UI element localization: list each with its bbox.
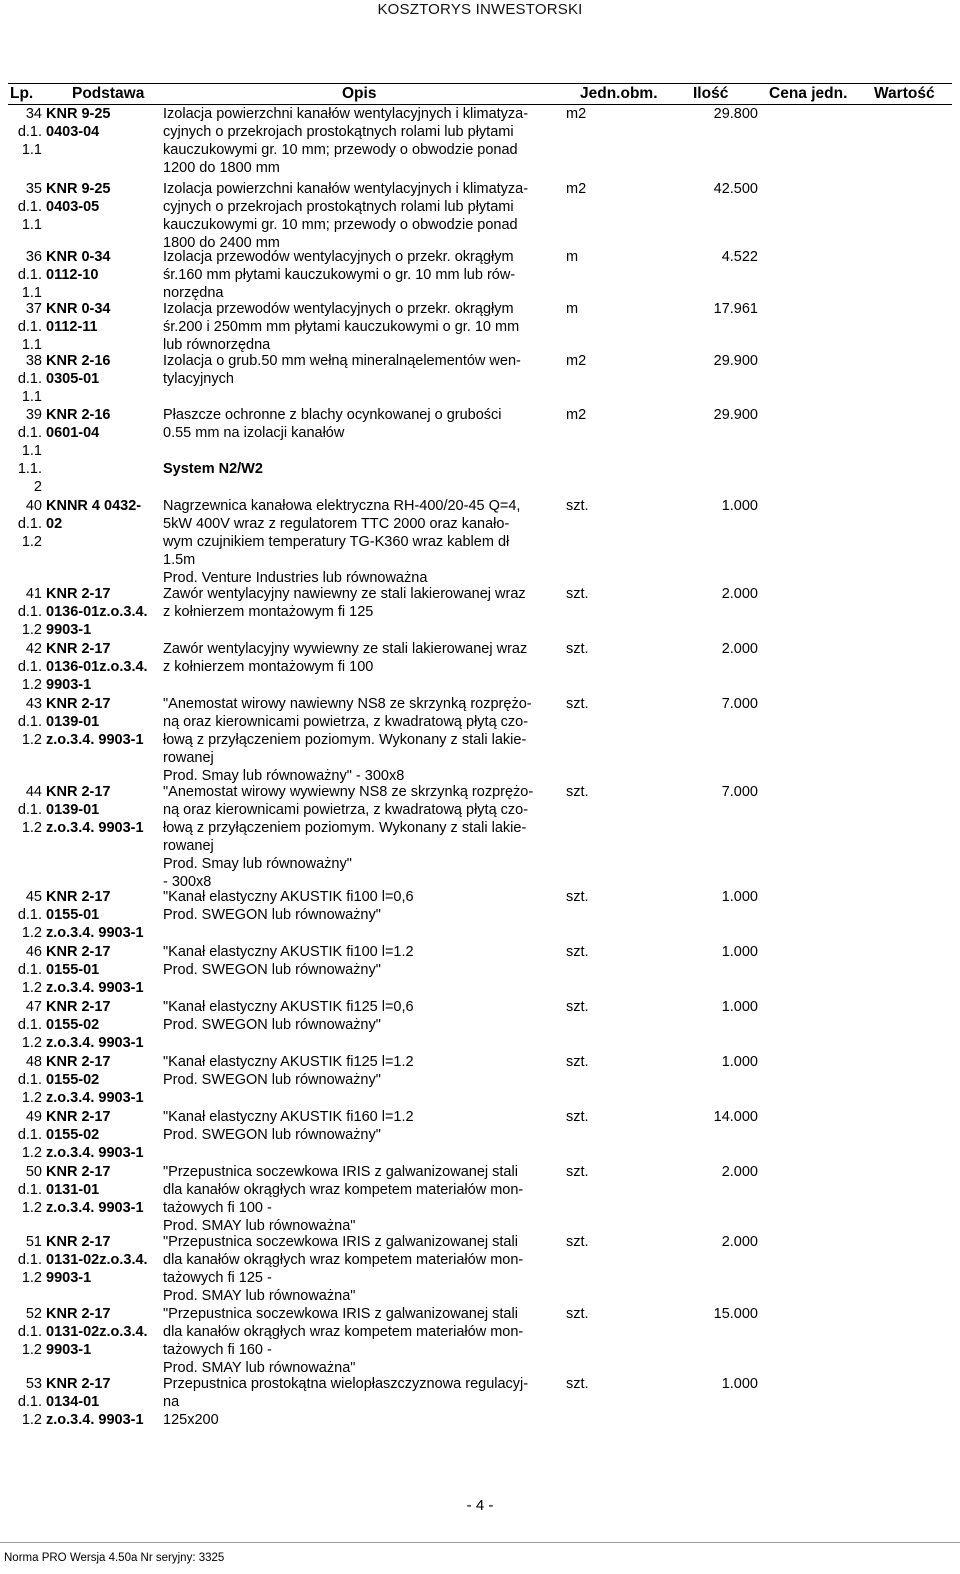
unit-cell: m2: [566, 181, 587, 197]
base-line: KNR 2-17: [46, 696, 111, 712]
unit-cell: szt.: [566, 1054, 589, 1070]
desc-line: "Anemostat wirowy nawiewny NS8 ze skrzynką rozprężo-: [163, 696, 532, 712]
lp-line: d.1.: [17, 1017, 42, 1033]
desc-line: łową z przyłączeniem poziomym. Wykonany z stali lakie-: [163, 732, 527, 748]
lp-cell: [8, 1305, 42, 1359]
lp-line: d.1.: [17, 1072, 42, 1088]
unit-cell: m2: [566, 353, 587, 369]
lp-line: 44: [25, 784, 42, 800]
base-cell: [46, 1053, 170, 1107]
desc-cell: [163, 783, 573, 891]
qty-cell: 4.522: [721, 249, 758, 265]
desc-line: tylacyjnych: [163, 371, 234, 387]
base-line: 0112-11: [46, 319, 98, 335]
unit-cell: szt.: [566, 1234, 589, 1250]
desc-line: "Przepustnica soczewkowa IRIS z galwanizowanej stali: [163, 1234, 518, 1250]
desc-line: norzędna: [163, 285, 224, 301]
lp-line: 41: [25, 586, 42, 602]
qty-cell: 42.500: [713, 181, 758, 197]
base-line: 0136-01z.o.3.4.: [46, 604, 148, 620]
lp-line: 1.1: [21, 285, 42, 301]
unit-cell: szt.: [566, 641, 589, 657]
desc-cell: [163, 180, 573, 252]
footer-text: Norma PRO Wersja 4.50a Nr seryjny: 3325: [4, 1552, 225, 1564]
qty-cell: 1.000: [721, 1054, 758, 1070]
desc-cell: [163, 695, 573, 785]
col-unit: Jedn.obm.: [580, 85, 658, 102]
desc-cell: [163, 300, 573, 354]
lp-line: 1.2: [21, 622, 42, 638]
unit-cell: m2: [566, 407, 587, 423]
base-cell: [46, 998, 170, 1052]
qty-cell: 1.000: [721, 1376, 758, 1392]
qty-cell: 29.900: [713, 407, 758, 423]
desc-cell: [163, 888, 573, 924]
lp-line: d.1.: [17, 714, 42, 730]
lp-line: 53: [25, 1376, 42, 1392]
base-line: 0112-10: [46, 267, 99, 283]
qty-cell: 2.000: [721, 586, 758, 602]
desc-line: "Kanał elastyczny AKUSTIK fi100 l=1.2: [163, 944, 414, 960]
base-line: 9903-1: [46, 1342, 92, 1358]
base-line: KNR 2-17: [46, 944, 111, 960]
desc-line: tażowych fi 160 -: [163, 1342, 272, 1358]
lp-line: d.1.: [17, 124, 42, 140]
lp-line: 43: [25, 696, 42, 712]
base-cell: [46, 1305, 170, 1359]
base-line: KNR 2-17: [46, 889, 111, 905]
page-number: - 4 -: [466, 1497, 494, 1514]
lp-line: d.1.: [17, 1252, 42, 1268]
col-lp: Lp.: [10, 85, 34, 102]
base-line: KNR 2-16: [46, 353, 111, 369]
base-line: 0155-02: [46, 1072, 100, 1088]
lp-cell: [8, 585, 42, 639]
table-header: [8, 83, 952, 105]
base-line: 0155-01: [46, 962, 100, 978]
lp-line: d.1.: [17, 371, 42, 387]
desc-cell: [163, 406, 573, 442]
lp-line: 45: [25, 889, 42, 905]
unit-cell: m: [566, 301, 579, 317]
base-line: 0139-01: [46, 714, 100, 730]
unit-cell: m2: [566, 106, 587, 122]
lp-line: 1.1: [21, 389, 42, 405]
desc-cell: [163, 585, 573, 621]
lp-cell: [8, 998, 42, 1052]
lp-line: 48: [25, 1054, 42, 1070]
base-cell: [46, 640, 170, 694]
desc-cell: [163, 352, 573, 388]
desc-cell: [163, 1233, 573, 1305]
desc-line: 5kW 400V wraz z regulatorem TTC 2000 oraz kanało-: [163, 516, 510, 532]
desc-cell: [163, 105, 573, 177]
lp-line: 1.2: [21, 677, 42, 693]
base-line: KNR 0-34: [46, 249, 111, 265]
lp-line: d.1.: [17, 516, 42, 532]
desc-line: ną oraz kierownicami powietrza, z kwadratową płytą czo-: [163, 802, 529, 818]
base-cell: [46, 695, 170, 749]
desc-cell: [163, 1305, 573, 1377]
desc-line: "Kanał elastyczny AKUSTIK fi125 l=0,6: [163, 999, 414, 1015]
desc-cell: [163, 1053, 573, 1089]
lp-cell: [8, 105, 42, 159]
lp-cell: [8, 783, 42, 837]
base-line: 0155-02: [46, 1127, 100, 1143]
desc-cell: [163, 460, 573, 478]
lp-cell: [8, 406, 42, 460]
desc-line: Zawór wentylacyjny nawiewny ze stali lakierowanej wraz: [163, 586, 526, 602]
base-cell: [46, 497, 170, 533]
lp-line: d.1.: [17, 199, 42, 215]
col-price: Cena jedn.: [769, 85, 848, 102]
base-line: z.o.3.4. 9903-1: [46, 820, 144, 836]
base-cell: [46, 783, 170, 837]
base-cell: [46, 105, 170, 141]
desc-line: "Przepustnica soczewkowa IRIS z galwanizowanej stali: [163, 1306, 518, 1322]
desc-line: tażowych fi 100 -: [163, 1200, 272, 1216]
desc-line: kauczukowymi gr. 10 mm; przewody o obwodzie ponad: [163, 142, 518, 158]
base-line: z.o.3.4. 9903-1: [46, 1090, 144, 1106]
col-desc: Opis: [342, 85, 377, 102]
document-title: KOSZTORYS INWESTORSKI: [377, 1, 583, 18]
lp-line: d.1.: [17, 1182, 42, 1198]
lp-line: 38: [25, 353, 42, 369]
lp-line: 1.1: [21, 337, 42, 353]
base-line: KNR 2-17: [46, 999, 111, 1015]
base-cell: [46, 300, 170, 336]
desc-line: z kołnierzem montażowym fi 125: [163, 604, 374, 620]
desc-line: 1200 do 1800 mm: [163, 160, 280, 176]
desc-line: Prod. SWEGON lub równoważny": [163, 962, 381, 978]
lp-cell: [8, 180, 42, 234]
desc-line: wym czujnikiem temperatury TG-K360 wraz kablem dł: [163, 534, 510, 550]
base-cell: [46, 943, 170, 997]
lp-cell: [8, 1108, 42, 1162]
col-value: Wartość: [874, 85, 935, 102]
lp-line: 1.1.: [17, 461, 42, 477]
desc-line: Przepustnica prostokątna wielopłaszczyznowa regulacyj-: [163, 1376, 529, 1392]
lp-cell: [8, 1163, 42, 1217]
desc-line: dla kanałów okrągłych wraz kompetem materiałów mon-: [163, 1324, 524, 1340]
desc-line: 125x200: [163, 1412, 219, 1428]
desc-line: Prod. SWEGON lub równoważny": [163, 907, 381, 923]
desc-line: kauczukowymi gr. 10 mm; przewody o obwodzie ponad: [163, 217, 518, 233]
base-line: z.o.3.4. 9903-1: [46, 1412, 144, 1428]
unit-cell: szt.: [566, 1306, 589, 1322]
lp-line: 42: [25, 641, 42, 657]
qty-cell: 1.000: [721, 944, 758, 960]
qty-cell: 29.900: [713, 353, 758, 369]
lp-line: 35: [25, 181, 42, 197]
desc-line: ną oraz kierownicami powietrza, z kwadratową płytą czo-: [163, 714, 529, 730]
base-line: z.o.3.4. 9903-1: [46, 1035, 144, 1051]
qty-cell: 2.000: [721, 641, 758, 657]
lp-cell: [8, 460, 42, 496]
lp-line: 1.2: [21, 534, 42, 550]
desc-line: "Kanał elastyczny AKUSTIK fi160 l=1.2: [163, 1109, 414, 1125]
unit-cell: szt.: [566, 889, 589, 905]
desc-line: na: [163, 1394, 180, 1410]
base-line: 0139-01: [46, 802, 100, 818]
col-qty: Ilość: [693, 85, 729, 102]
lp-line: d.1.: [17, 659, 42, 675]
col-base: Podstawa: [72, 85, 145, 102]
base-line: KNR 2-17: [46, 1109, 111, 1125]
base-line: 0131-01: [46, 1182, 100, 1198]
base-line: KNR 2-17: [46, 784, 111, 800]
desc-line: "Przepustnica soczewkowa IRIS z galwanizowanej stali: [163, 1164, 518, 1180]
desc-line: Prod. SWEGON lub równoważny": [163, 1127, 381, 1143]
lp-line: 1.2: [21, 1035, 42, 1051]
lp-line: 1.2: [21, 732, 42, 748]
desc-line: rowanej: [163, 838, 214, 854]
qty-cell: 15.000: [713, 1306, 758, 1322]
qty-cell: 7.000: [721, 784, 758, 800]
base-line: 0131-02z.o.3.4.: [46, 1324, 148, 1340]
base-line: 0601-04: [46, 425, 100, 441]
lp-line: 36: [25, 249, 42, 265]
lp-line: d.1.: [17, 1324, 42, 1340]
lp-line: 1.1: [21, 217, 42, 233]
qty-cell: 7.000: [721, 696, 758, 712]
desc-line: "Anemostat wirowy wywiewny NS8 ze skrzynką rozprężo-: [163, 784, 534, 800]
lp-line: 1.2: [21, 1342, 42, 1358]
base-cell: [46, 888, 170, 942]
lp-line: d.1.: [17, 962, 42, 978]
base-line: 0403-05: [46, 199, 100, 215]
desc-line: Prod. SWEGON lub równoważny": [163, 1072, 381, 1088]
desc-line: "Kanał elastyczny AKUSTIK fi125 l=1.2: [163, 1054, 414, 1070]
lp-cell: [8, 352, 42, 406]
desc-line: System N2/W2: [163, 461, 263, 477]
desc-line: "Kanał elastyczny AKUSTIK fi100 l=0,6: [163, 889, 414, 905]
lp-line: d.1.: [17, 802, 42, 818]
lp-line: 34: [25, 106, 42, 122]
lp-line: 1.2: [21, 925, 42, 941]
qty-cell: 2.000: [721, 1164, 758, 1180]
base-line: 02: [46, 516, 63, 532]
lp-line: d.1.: [17, 907, 42, 923]
lp-line: 49: [25, 1109, 42, 1125]
base-line: KNR 9-25: [46, 106, 111, 122]
lp-line: 1.2: [21, 1090, 42, 1106]
unit-cell: szt.: [566, 696, 589, 712]
lp-line: 47: [25, 999, 42, 1015]
lp-line: 1.1: [21, 142, 42, 158]
desc-line: Izolacja powierzchni kanałów wentylacyjnych i klimatyza-: [163, 106, 529, 122]
lp-cell: [8, 888, 42, 942]
base-cell: [46, 1108, 170, 1162]
base-line: z.o.3.4. 9903-1: [46, 925, 144, 941]
base-line: 0136-01z.o.3.4.: [46, 659, 148, 675]
lp-cell: [8, 1375, 42, 1429]
desc-line: Prod. SWEGON lub równoważny": [163, 1017, 381, 1033]
base-line: KNR 2-17: [46, 586, 111, 602]
qty-cell: 1.000: [721, 498, 758, 514]
desc-line: Prod. SMAY lub równoważna": [163, 1360, 356, 1376]
lp-line: d.1.: [17, 604, 42, 620]
lp-cell: [8, 300, 42, 354]
lp-line: 2: [33, 479, 42, 495]
desc-cell: [163, 640, 573, 676]
desc-line: Izolacja powierzchni kanałów wentylacyjnych i klimatyza-: [163, 181, 529, 197]
desc-line: Prod. Venture Industries lub równoważna: [163, 570, 428, 586]
lp-line: d.1.: [17, 1127, 42, 1143]
desc-cell: [163, 1163, 573, 1235]
lp-line: 50: [25, 1164, 42, 1180]
unit-cell: szt.: [566, 498, 589, 514]
desc-line: 1.5m: [163, 552, 196, 568]
lp-line: 1.2: [21, 820, 42, 836]
qty-cell: 2.000: [721, 1234, 758, 1250]
base-line: KNR 2-16: [46, 407, 111, 423]
desc-line: tażowych fi 125 -: [163, 1270, 272, 1286]
base-line: 0131-02z.o.3.4.: [46, 1252, 148, 1268]
qty-cell: 14.000: [713, 1109, 758, 1125]
lp-line: d.1.: [17, 267, 42, 283]
lp-line: 40: [25, 498, 42, 514]
base-cell: [46, 1233, 170, 1287]
desc-line: Izolacja przewodów wentylacyjnych o przekr. okrągłym: [163, 249, 514, 265]
lp-line: 1.2: [21, 980, 42, 996]
lp-line: d.1.: [17, 1394, 42, 1410]
desc-cell: [163, 1375, 573, 1429]
desc-line: Prod. SMAY lub równoważna": [163, 1218, 356, 1234]
base-cell: [46, 585, 170, 639]
lp-cell: [8, 497, 42, 551]
base-line: z.o.3.4. 9903-1: [46, 732, 144, 748]
desc-line: cyjnych o przekrojach prostokątnych rolami lub płytami: [163, 124, 514, 140]
lp-cell: [8, 1053, 42, 1107]
unit-cell: szt.: [566, 999, 589, 1015]
qty-cell: 29.800: [713, 106, 758, 122]
base-line: z.o.3.4. 9903-1: [46, 1200, 144, 1216]
base-line: 0155-02: [46, 1017, 100, 1033]
desc-cell: [163, 497, 573, 587]
base-line: KNR 2-17: [46, 1306, 111, 1322]
base-cell: [46, 248, 170, 284]
lp-cell: [8, 695, 42, 749]
base-line: z.o.3.4. 9903-1: [46, 980, 144, 996]
base-line: 9903-1: [46, 622, 92, 638]
base-line: KNR 9-25: [46, 181, 111, 197]
lp-cell: [8, 943, 42, 997]
desc-cell: [163, 1108, 573, 1144]
lp-line: d.1.: [17, 425, 42, 441]
base-line: KNR 0-34: [46, 301, 111, 317]
desc-cell: [163, 998, 573, 1034]
lp-line: 46: [25, 944, 42, 960]
base-line: KNR 2-17: [46, 1164, 111, 1180]
lp-line: d.1.: [17, 319, 42, 335]
unit-cell: m: [566, 249, 579, 265]
base-cell: [46, 352, 170, 388]
lp-cell: [8, 1233, 42, 1287]
base-line: 9903-1: [46, 677, 92, 693]
unit-cell: szt.: [566, 1376, 589, 1392]
desc-line: - 300x8: [163, 874, 212, 890]
desc-line: 1800 do 2400 mm: [163, 235, 280, 251]
lp-cell: [8, 248, 42, 302]
desc-line: śr.200 i 250mm mm płytami kauczukowymi o gr. 10 mm: [163, 319, 520, 335]
lp-cell: [8, 640, 42, 694]
lp-line: 37: [25, 301, 42, 317]
desc-line: Izolacja o grub.50 mm wełną mineralnąelementów wen-: [163, 353, 521, 369]
desc-line: Zawór wentylacyjny wywiewny ze stali lakierowanej wraz: [163, 641, 528, 657]
qty-cell: 1.000: [721, 889, 758, 905]
desc-line: łową z przyłączeniem poziomym. Wykonany z stali lakie-: [163, 820, 527, 836]
desc-line: 0.55 mm na izolacji kanałów: [163, 425, 345, 441]
base-line: z.o.3.4. 9903-1: [46, 1145, 144, 1161]
unit-cell: szt.: [566, 1164, 589, 1180]
base-line: KNNR 4 0432-: [46, 498, 142, 514]
base-line: KNR 2-17: [46, 1054, 111, 1070]
desc-cell: [163, 943, 573, 979]
base-line: 0403-04: [46, 124, 100, 140]
lp-line: 1.2: [21, 1200, 42, 1216]
desc-line: Prod. Smay lub równoważny" - 300x8: [163, 768, 405, 784]
lp-line: 1.1: [21, 443, 42, 459]
desc-line: cyjnych o przekrojach prostokątnych rolami lub płytami: [163, 199, 514, 215]
desc-line: lub równorzędna: [163, 337, 271, 353]
unit-cell: szt.: [566, 586, 589, 602]
lp-line: 1.2: [21, 1412, 42, 1428]
base-cell: [46, 1375, 170, 1429]
base-line: 0155-01: [46, 907, 100, 923]
lp-line: 52: [25, 1306, 42, 1322]
desc-line: śr.160 mm płytami kauczukowymi o gr. 10 mm lub rów-: [163, 267, 516, 283]
base-cell: [46, 406, 170, 442]
base-line: 9903-1: [46, 1270, 92, 1286]
desc-line: Prod. SMAY lub równoważna": [163, 1288, 356, 1304]
base-line: KNR 2-17: [46, 1234, 111, 1250]
desc-line: dla kanałów okrągłych wraz kompetem materiałów mon-: [163, 1252, 524, 1268]
lp-line: 51: [25, 1234, 42, 1250]
qty-cell: 17.961: [713, 301, 758, 317]
base-line: 0305-01: [46, 371, 100, 387]
footer-divider: [0, 1542, 960, 1543]
lp-line: 1.2: [21, 1270, 42, 1286]
unit-cell: szt.: [566, 784, 589, 800]
desc-cell: [163, 248, 573, 302]
qty-cell: 1.000: [721, 999, 758, 1015]
desc-line: Izolacja przewodów wentylacyjnych o przekr. okrągłym: [163, 301, 514, 317]
base-cell: [46, 1163, 170, 1217]
unit-cell: szt.: [566, 944, 589, 960]
unit-cell: szt.: [566, 1109, 589, 1125]
lp-line: 39: [25, 407, 42, 423]
desc-line: Prod. Smay lub równoważny": [163, 856, 352, 872]
base-line: KNR 2-17: [46, 1376, 111, 1392]
desc-line: Płaszcze ochronne z blachy ocynkowanej o grubości: [163, 407, 502, 423]
lp-line: 1.2: [21, 1145, 42, 1161]
base-line: 0134-01: [46, 1394, 100, 1410]
desc-line: rowanej: [163, 750, 214, 766]
base-cell: [46, 180, 170, 216]
desc-line: Nagrzewnica kanałowa elektryczna RH-400/20-45 Q=4,: [163, 498, 521, 514]
desc-line: dla kanałów okrągłych wraz kompetem materiałów mon-: [163, 1182, 524, 1198]
desc-line: z kołnierzem montażowym fi 100: [163, 659, 374, 675]
base-line: KNR 2-17: [46, 641, 111, 657]
